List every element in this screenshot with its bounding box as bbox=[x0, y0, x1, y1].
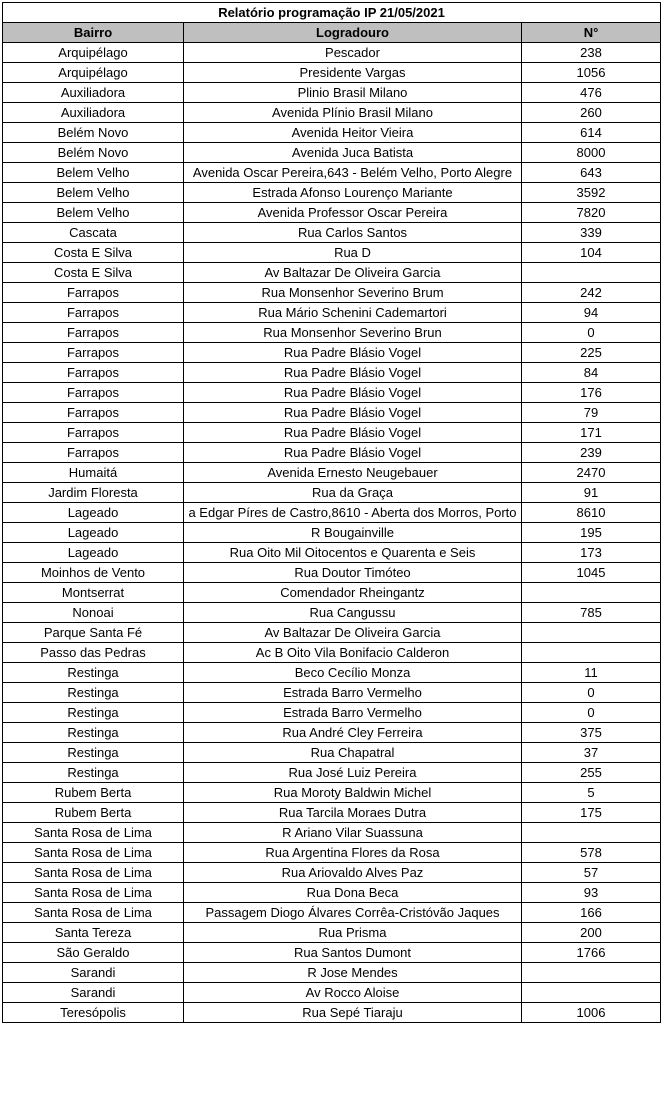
title-row bbox=[3, 3, 661, 23]
logradouro-cell: Rua Mário Schenini Cademartori bbox=[184, 303, 522, 323]
bairro-cell: Farrapos bbox=[3, 343, 184, 363]
bairro-cell: Farrapos bbox=[3, 303, 184, 323]
bairro-cell: Belém Novo bbox=[3, 123, 184, 143]
numero-cell: 11 bbox=[522, 663, 661, 683]
report-table bbox=[2, 2, 661, 1023]
numero-cell bbox=[522, 823, 661, 843]
bairro-cell: Costa E Silva bbox=[3, 243, 184, 263]
table-row bbox=[3, 643, 661, 663]
bairro-cell: Lageado bbox=[3, 543, 184, 563]
bairro-cell: Sarandi bbox=[3, 963, 184, 983]
report-table-body bbox=[3, 3, 661, 1023]
numero-cell bbox=[522, 263, 661, 283]
logradouro-cell: Rua Padre Blásio Vogel bbox=[184, 403, 522, 423]
numero-cell: 171 bbox=[522, 423, 661, 443]
bairro-cell: Farrapos bbox=[3, 363, 184, 383]
table-row bbox=[3, 123, 661, 143]
numero-cell: 7820 bbox=[522, 203, 661, 223]
table-row bbox=[3, 83, 661, 103]
table-row bbox=[3, 303, 661, 323]
logradouro-cell: Avenida Professor Oscar Pereira bbox=[184, 203, 522, 223]
numero-cell: 238 bbox=[522, 43, 661, 63]
table-row bbox=[3, 883, 661, 903]
logradouro-cell: Avenida Plínio Brasil Milano bbox=[184, 103, 522, 123]
logradouro-cell: Passagem Diogo Álvares Corrêa-Cristóvão Jaques bbox=[184, 903, 522, 923]
logradouro-cell: Rua Padre Blásio Vogel bbox=[184, 363, 522, 383]
logradouro-cell: Comendador Rheingantz bbox=[184, 583, 522, 603]
bairro-cell: Rubem Berta bbox=[3, 803, 184, 823]
numero-cell: 84 bbox=[522, 363, 661, 383]
table-row bbox=[3, 603, 661, 623]
bairro-cell: Restinga bbox=[3, 683, 184, 703]
logradouro-cell: Pescador bbox=[184, 43, 522, 63]
logradouro-cell: Avenida Oscar Pereira,643 - Belém Velho, Porto Alegre bbox=[184, 163, 522, 183]
logradouro-cell: Rua Monsenhor Severino Brum bbox=[184, 283, 522, 303]
logradouro-cell: Av Baltazar De Oliveira Garcia bbox=[184, 623, 522, 643]
table-row bbox=[3, 143, 661, 163]
table-row bbox=[3, 283, 661, 303]
bairro-cell: Nonoai bbox=[3, 603, 184, 623]
table-row bbox=[3, 823, 661, 843]
logradouro-cell: Rua Chapatral bbox=[184, 743, 522, 763]
table-row bbox=[3, 763, 661, 783]
numero-cell: 578 bbox=[522, 843, 661, 863]
logradouro-cell: Av Baltazar De Oliveira Garcia bbox=[184, 263, 522, 283]
table-row bbox=[3, 543, 661, 563]
table-row bbox=[3, 923, 661, 943]
numero-cell: 1056 bbox=[522, 63, 661, 83]
table-row bbox=[3, 223, 661, 243]
table-row bbox=[3, 983, 661, 1003]
bairro-cell: Farrapos bbox=[3, 403, 184, 423]
numero-cell: 614 bbox=[522, 123, 661, 143]
bairro-cell: Santa Rosa de Lima bbox=[3, 823, 184, 843]
logradouro-cell: Rua Dona Beca bbox=[184, 883, 522, 903]
logradouro-cell: Beco Cecílio Monza bbox=[184, 663, 522, 683]
table-row bbox=[3, 903, 661, 923]
table-row bbox=[3, 723, 661, 743]
numero-cell: 166 bbox=[522, 903, 661, 923]
logradouro-cell: Rua Tarcila Moraes Dutra bbox=[184, 803, 522, 823]
bairro-cell: Santa Rosa de Lima bbox=[3, 883, 184, 903]
bairro-cell: Belem Velho bbox=[3, 203, 184, 223]
bairro-cell: Restinga bbox=[3, 703, 184, 723]
table-row bbox=[3, 383, 661, 403]
logradouro-cell: Rua Padre Blásio Vogel bbox=[184, 443, 522, 463]
bairro-cell: Santa Rosa de Lima bbox=[3, 863, 184, 883]
logradouro-cell: Rua Ariovaldo Alves Paz bbox=[184, 863, 522, 883]
table-row bbox=[3, 463, 661, 483]
numero-cell bbox=[522, 623, 661, 643]
bairro-cell: Santa Rosa de Lima bbox=[3, 903, 184, 923]
numero-cell: 375 bbox=[522, 723, 661, 743]
numero-cell bbox=[522, 983, 661, 1003]
numero-cell: 94 bbox=[522, 303, 661, 323]
logradouro-cell: Rua Padre Blásio Vogel bbox=[184, 343, 522, 363]
logradouro-cell: Rua Oito Mil Oitocentos e Quarenta e Seis bbox=[184, 543, 522, 563]
bairro-cell: São Geraldo bbox=[3, 943, 184, 963]
numero-cell: 173 bbox=[522, 543, 661, 563]
numero-cell: 1045 bbox=[522, 563, 661, 583]
numero-cell: 104 bbox=[522, 243, 661, 263]
numero-cell: 37 bbox=[522, 743, 661, 763]
numero-cell: 93 bbox=[522, 883, 661, 903]
table-row bbox=[3, 483, 661, 503]
numero-cell: 8000 bbox=[522, 143, 661, 163]
bairro-cell: Santa Tereza bbox=[3, 923, 184, 943]
bairro-cell: Cascata bbox=[3, 223, 184, 243]
bairro-cell: Santa Rosa de Lima bbox=[3, 843, 184, 863]
bairro-cell: Parque Santa Fé bbox=[3, 623, 184, 643]
bairro-cell: Belem Velho bbox=[3, 163, 184, 183]
numero-cell: 255 bbox=[522, 763, 661, 783]
logradouro-cell: Rua Argentina Flores da Rosa bbox=[184, 843, 522, 863]
table-row bbox=[3, 683, 661, 703]
logradouro-cell: Av Rocco Aloise bbox=[184, 983, 522, 1003]
bairro-cell: Sarandi bbox=[3, 983, 184, 1003]
logradouro-cell: Rua Moroty Baldwin Michel bbox=[184, 783, 522, 803]
table-row bbox=[3, 63, 661, 83]
logradouro-cell: Rua Sepé Tiaraju bbox=[184, 1003, 522, 1023]
bairro-cell: Arquipélago bbox=[3, 43, 184, 63]
bairro-cell: Rubem Berta bbox=[3, 783, 184, 803]
bairro-cell: Restinga bbox=[3, 763, 184, 783]
bairro-cell: Montserrat bbox=[3, 583, 184, 603]
table-row bbox=[3, 663, 661, 683]
bairro-cell: Restinga bbox=[3, 723, 184, 743]
bairro-cell: Belem Velho bbox=[3, 183, 184, 203]
numero-cell: 3592 bbox=[522, 183, 661, 203]
table-row bbox=[3, 863, 661, 883]
logradouro-cell: R Bougainville bbox=[184, 523, 522, 543]
logradouro-cell: Ac B Oito Vila Bonifacio Calderon bbox=[184, 643, 522, 663]
bairro-cell: Restinga bbox=[3, 663, 184, 683]
logradouro-cell: Rua da Graça bbox=[184, 483, 522, 503]
logradouro-cell: Avenida Juca Batista bbox=[184, 143, 522, 163]
logradouro-cell: R Ariano Vilar Suassuna bbox=[184, 823, 522, 843]
numero-cell: 200 bbox=[522, 923, 661, 943]
logradouro-cell: Estrada Barro Vermelho bbox=[184, 683, 522, 703]
numero-cell: 175 bbox=[522, 803, 661, 823]
numero-cell: 785 bbox=[522, 603, 661, 623]
numero-cell: 2470 bbox=[522, 463, 661, 483]
bairro-cell: Humaitá bbox=[3, 463, 184, 483]
numero-cell: 5 bbox=[522, 783, 661, 803]
numero-cell: 225 bbox=[522, 343, 661, 363]
table-row bbox=[3, 843, 661, 863]
numero-cell: 91 bbox=[522, 483, 661, 503]
bairro-cell: Farrapos bbox=[3, 323, 184, 343]
numero-cell: 643 bbox=[522, 163, 661, 183]
numero-cell: 242 bbox=[522, 283, 661, 303]
bairro-cell: Farrapos bbox=[3, 383, 184, 403]
report-title: Relatório programação IP 21/05/2021 bbox=[3, 3, 661, 23]
logradouro-cell: Rua D bbox=[184, 243, 522, 263]
numero-cell: 239 bbox=[522, 443, 661, 463]
table-row bbox=[3, 703, 661, 723]
table-row bbox=[3, 583, 661, 603]
table-row bbox=[3, 563, 661, 583]
logradouro-cell: Plinio Brasil Milano bbox=[184, 83, 522, 103]
numero-cell bbox=[522, 963, 661, 983]
numero-cell: 8610 bbox=[522, 503, 661, 523]
numero-cell: 0 bbox=[522, 323, 661, 343]
logradouro-cell: Estrada Afonso Lourenço Mariante bbox=[184, 183, 522, 203]
bairro-cell: Farrapos bbox=[3, 443, 184, 463]
table-row bbox=[3, 263, 661, 283]
table-row bbox=[3, 503, 661, 523]
column-header-bairro: Bairro bbox=[3, 23, 184, 43]
table-row bbox=[3, 623, 661, 643]
logradouro-cell: Rua Carlos Santos bbox=[184, 223, 522, 243]
bairro-cell: Arquipélago bbox=[3, 63, 184, 83]
bairro-cell: Restinga bbox=[3, 743, 184, 763]
logradouro-cell: Avenida Ernesto Neugebauer bbox=[184, 463, 522, 483]
table-row bbox=[3, 523, 661, 543]
logradouro-cell: Avenida Heitor Vieira bbox=[184, 123, 522, 143]
bairro-cell: Jardim Floresta bbox=[3, 483, 184, 503]
table-row bbox=[3, 363, 661, 383]
bairro-cell: Farrapos bbox=[3, 423, 184, 443]
table-row bbox=[3, 163, 661, 183]
bairro-cell: Costa E Silva bbox=[3, 263, 184, 283]
header-row bbox=[3, 23, 661, 43]
bairro-cell: Auxiliadora bbox=[3, 103, 184, 123]
bairro-cell: Passo das Pedras bbox=[3, 643, 184, 663]
table-row bbox=[3, 103, 661, 123]
table-row bbox=[3, 943, 661, 963]
bairro-cell: Lageado bbox=[3, 523, 184, 543]
logradouro-cell: Rua Padre Blásio Vogel bbox=[184, 423, 522, 443]
numero-cell: 339 bbox=[522, 223, 661, 243]
column-header-numero: N° bbox=[522, 23, 661, 43]
numero-cell bbox=[522, 643, 661, 663]
table-row bbox=[3, 323, 661, 343]
bairro-cell: Farrapos bbox=[3, 283, 184, 303]
logradouro-cell: Rua André Cley Ferreira bbox=[184, 723, 522, 743]
numero-cell: 57 bbox=[522, 863, 661, 883]
table-row bbox=[3, 803, 661, 823]
table-row bbox=[3, 443, 661, 463]
table-row bbox=[3, 963, 661, 983]
table-row bbox=[3, 1003, 661, 1023]
logradouro-cell: a Edgar Píres de Castro,8610 - Aberta dos Morros, Porto bbox=[184, 503, 522, 523]
bairro-cell: Moinhos de Vento bbox=[3, 563, 184, 583]
numero-cell: 195 bbox=[522, 523, 661, 543]
numero-cell: 176 bbox=[522, 383, 661, 403]
table-row bbox=[3, 43, 661, 63]
table-row bbox=[3, 783, 661, 803]
bairro-cell: Teresópolis bbox=[3, 1003, 184, 1023]
bairro-cell: Auxiliadora bbox=[3, 83, 184, 103]
numero-cell: 260 bbox=[522, 103, 661, 123]
numero-cell: 476 bbox=[522, 83, 661, 103]
column-header-logradouro: Logradouro bbox=[184, 23, 522, 43]
numero-cell: 0 bbox=[522, 683, 661, 703]
logradouro-cell: Rua Padre Blásio Vogel bbox=[184, 383, 522, 403]
numero-cell: 1006 bbox=[522, 1003, 661, 1023]
table-row bbox=[3, 403, 661, 423]
logradouro-cell: Rua Monsenhor Severino Brun bbox=[184, 323, 522, 343]
logradouro-cell: Estrada Barro Vermelho bbox=[184, 703, 522, 723]
logradouro-cell: Rua Doutor Timóteo bbox=[184, 563, 522, 583]
table-row bbox=[3, 423, 661, 443]
numero-cell bbox=[522, 583, 661, 603]
table-row bbox=[3, 243, 661, 263]
numero-cell: 79 bbox=[522, 403, 661, 423]
logradouro-cell: Rua Santos Dumont bbox=[184, 943, 522, 963]
table-row bbox=[3, 343, 661, 363]
logradouro-cell: Rua José Luiz Pereira bbox=[184, 763, 522, 783]
bairro-cell: Belém Novo bbox=[3, 143, 184, 163]
logradouro-cell: Presidente Vargas bbox=[184, 63, 522, 83]
table-row bbox=[3, 183, 661, 203]
table-row bbox=[3, 743, 661, 763]
logradouro-cell: Rua Cangussu bbox=[184, 603, 522, 623]
bairro-cell: Lageado bbox=[3, 503, 184, 523]
logradouro-cell: Rua Prisma bbox=[184, 923, 522, 943]
logradouro-cell: R Jose Mendes bbox=[184, 963, 522, 983]
numero-cell: 1766 bbox=[522, 943, 661, 963]
table-row bbox=[3, 203, 661, 223]
numero-cell: 0 bbox=[522, 703, 661, 723]
